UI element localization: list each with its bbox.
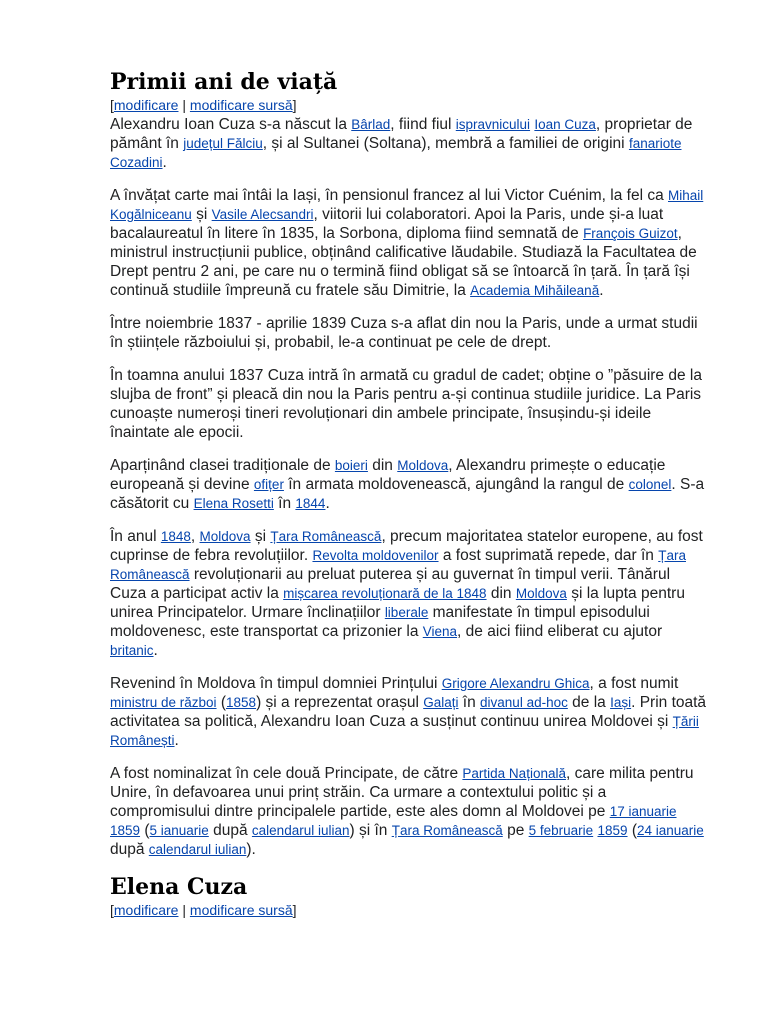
link-tara-romaneasca[interactable]: Țara Românească [391, 823, 503, 838]
text: , [190, 528, 200, 545]
text: , fiind fiul [390, 116, 456, 133]
link-revolta-moldovenilor[interactable]: Revolta moldovenilor [312, 548, 439, 563]
link-alecsandri[interactable]: Vasile Alecsandri [211, 207, 314, 222]
link-moldova[interactable]: Moldova [515, 586, 567, 601]
text: și [191, 206, 212, 223]
section-heading-elena-cuza: Elena Cuza [110, 874, 248, 900]
text: , viitorii lui colaboratori. Apoi la Paris, unde și-a luat bacalaureatul în litere în 1835, la Sorbona, diploma fiind semnată de [110, 206, 664, 242]
text: A fost nominalizat în cele două Principate, de către [110, 765, 463, 782]
text: ( [140, 822, 150, 839]
link-partida-nationala[interactable]: Partida Națională [462, 766, 566, 781]
link-5-ianuarie[interactable]: 5 ianuarie [149, 823, 209, 838]
paragraph-5 [110, 456, 710, 513]
link-britanic[interactable]: britanic [110, 643, 154, 658]
link-barlad[interactable]: Bârlad [351, 117, 391, 132]
text: ) și a reprezentat orașul [256, 694, 424, 711]
link-liberale[interactable]: liberale [384, 605, 429, 620]
link-miscarea-revolutionara[interactable]: mișcarea revoluționară de la 1848 [283, 586, 487, 601]
section-heading-primii-ani: Primii ani de viață [110, 69, 338, 95]
bracket-open: [ [110, 97, 114, 113]
link-colonel[interactable]: colonel [628, 477, 672, 492]
link-ispravnic[interactable]: ispravnicului [455, 117, 531, 132]
link-fanariote[interactable]: fanariote [628, 136, 682, 151]
paragraph-8 [110, 764, 710, 859]
link-ofiter[interactable]: ofițer [253, 477, 284, 492]
edit-section-links [110, 96, 710, 114]
text: , precum majoritatea statelor europene, au fost cuprinse de febra revoluțiilor. [110, 528, 703, 564]
text: , și al Sultanei (Soltana), membră a familiei de origini [262, 135, 629, 152]
link-17-ianuarie[interactable]: 17 ianuarie [609, 804, 677, 819]
text: pe [502, 822, 529, 839]
paragraph-3: Între noiembrie 1837 - aprilie 1839 Cuza s-a aflat din nou la Paris, unde a urmat studii în științele războiului și, probabil, le-a continuat pe cele de drept. [110, 315, 698, 351]
text: în armata moldovenească, ajungând la rangul de [283, 476, 629, 493]
link-elena-rosetti[interactable]: Elena Rosetti [193, 496, 274, 511]
link-tara-romaneasca[interactable]: Țara Românească [110, 548, 686, 582]
link-24-ianuarie[interactable]: 24 ianuarie [637, 823, 704, 838]
text: A învățat carte mai întâi la Iași, în pensionul francez al lui Victor Cuénim, la fel ca [110, 187, 668, 204]
text: Alexandru Ioan Cuza s-a născut la [110, 116, 352, 133]
text: . [599, 282, 604, 299]
link-moldova[interactable]: Moldova [199, 529, 251, 544]
link-calendarul-iulian[interactable]: calendarul iulian [148, 842, 247, 857]
edit-separator: | [178, 97, 190, 113]
link-ministru-de-razboi[interactable]: ministru de război [110, 695, 217, 710]
edit-link[interactable]: modificare [113, 902, 179, 918]
paragraph-7 [110, 674, 710, 750]
text: manifestate în timpul episodului moldovenesc, este transportat ca prizonier la [110, 604, 650, 640]
text: și la lupta pentru unirea Principatelor. Urmare înclinațiilor [110, 585, 685, 621]
link-1848[interactable]: 1848 [160, 529, 191, 544]
paragraph-4: În toamna anului 1837 Cuza intră în armată cu gradul de cadet; obține o ”păsuire de la slujba de front” și pleacă din nou la Paris pentru a-și continua studiile juridice. La Paris cunoaște numeroși tineri revoluționari din ambele principate, însușindu-și ideile înaintate ale epocii. [110, 367, 702, 441]
text: În anul [110, 528, 161, 545]
article-content [110, 68, 710, 920]
link-galati[interactable]: Galați [423, 695, 459, 710]
link-academia-mihaileana[interactable]: Academia Mihăileană [470, 283, 600, 298]
text: în [458, 694, 481, 711]
paragraph-2 [110, 186, 710, 300]
text: . [325, 495, 330, 512]
link-judetul-falciu[interactable]: județul Fălciu [183, 136, 263, 151]
text: din [486, 585, 516, 602]
link-moldova[interactable]: Moldova [397, 458, 449, 473]
text: revoluționarii au preluat puterea și au guvernat în timpul verii. Tânărul Cuza a participat activ la [110, 566, 671, 602]
bracket-open: [ [110, 902, 114, 918]
text: ( [627, 822, 637, 839]
link-1844[interactable]: 1844 [295, 496, 326, 511]
paragraph-6 [110, 527, 710, 660]
edit-link[interactable]: modificare [113, 97, 179, 113]
paragraph-1 [110, 115, 710, 172]
link-viena[interactable]: Viena [422, 624, 458, 639]
text: . [153, 642, 158, 659]
text: ) și în [349, 822, 392, 839]
edit-source-link[interactable]: modificare sursă [189, 902, 293, 918]
link-1859[interactable]: 1859 [110, 823, 141, 838]
text: Aparținând clasei tradiționale de [110, 457, 335, 474]
link-1858[interactable]: 1858 [226, 695, 257, 710]
edit-section-links [110, 901, 710, 919]
text: Revenind în Moldova în timpul domniei Prințului [110, 675, 442, 692]
text: , de aici fiind eliberat cu ajutor [457, 623, 663, 640]
link-grigore-ghica[interactable]: Grigore Alexandru Ghica [441, 676, 590, 691]
link-divanul-ad-hoc[interactable]: divanul ad-hoc [480, 695, 568, 710]
text: a fost suprimată repede, dar în [438, 547, 659, 564]
text: din [367, 457, 398, 474]
link-1859[interactable]: 1859 [597, 823, 628, 838]
text: după [110, 841, 149, 858]
text: ). [246, 841, 256, 858]
text: și [250, 528, 271, 545]
bracket-close: ] [292, 902, 297, 918]
text: , care milita pentru Unire, în defavoarea unui prinț străin. Ca urmare a contextului politic și a compromisului dintre principalele partide, este ales domn al Moldovei pe [110, 765, 694, 820]
text: . S-a căsătorit cu [110, 476, 705, 512]
link-guizot[interactable]: François Guizot [583, 226, 678, 241]
edit-source-link[interactable]: modificare sursă [189, 97, 293, 113]
text: . Prin toată activitatea sa politică, Alexandru Ioan Cuza a susținut continuu unirea Moldovei și [110, 694, 707, 730]
link-5-februarie[interactable]: 5 februarie [528, 823, 594, 838]
link-ioan-cuza[interactable]: Ioan Cuza [534, 117, 596, 132]
link-boieri[interactable]: boieri [334, 458, 368, 473]
link-tarii-romanesti[interactable]: Țării Românești [110, 714, 699, 748]
text: , ministrul instrucțiunii publice, obținând calificative lăudabile. Studiază la Facultatea de Drept pentru 2 ani, pe care nu o termină fiind obligat să se întoarcă în țară. În țară își continuă studiile împreună cu fratele său Dimitrie, la [110, 225, 697, 299]
text: . [174, 732, 179, 749]
text: . [162, 154, 167, 171]
text: , Alexandru primește o educație europeană și devine [110, 457, 666, 493]
link-tara-romaneasca[interactable]: Țara Românească [270, 529, 382, 544]
link-iasi[interactable]: Iași [610, 695, 632, 710]
text: ( [216, 694, 227, 711]
text: în [273, 495, 296, 512]
link-kogalniceanu[interactable]: Mihail Kogălniceanu [110, 188, 704, 222]
bracket-close: ] [292, 97, 297, 113]
text: de la [567, 694, 611, 711]
link-calendarul-iulian[interactable]: calendarul iulian [251, 823, 350, 838]
edit-separator: | [178, 902, 190, 918]
link-cozadini[interactable]: Cozadini [110, 155, 163, 170]
text: , proprietar de pământ în [110, 116, 693, 152]
text: după [208, 822, 252, 839]
text: , a fost numit [589, 675, 679, 692]
